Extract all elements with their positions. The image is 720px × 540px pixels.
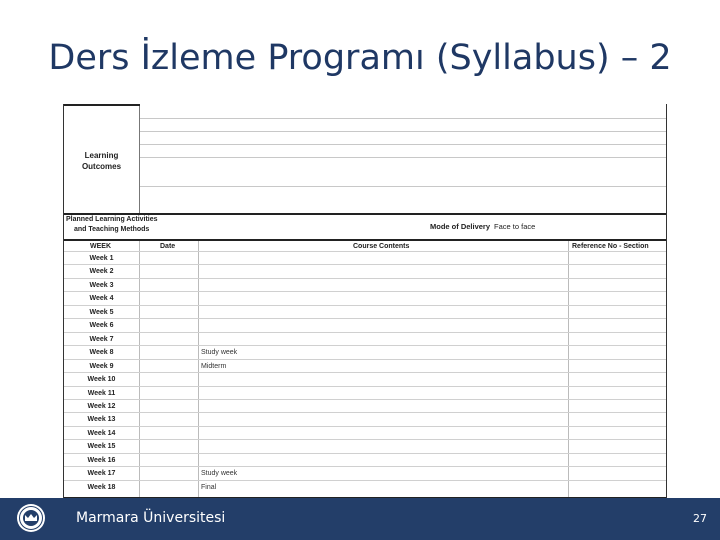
table-row-line (64, 345, 666, 346)
column-divider (568, 241, 569, 497)
week-label: Week 15 (87, 443, 116, 451)
column-header-reference: Reference No - Section (572, 243, 649, 250)
week-label: Week 4 (89, 295, 114, 303)
column-divider (198, 241, 199, 497)
week-label: Week 9 (89, 362, 114, 370)
week-label: Week 13 (87, 416, 116, 424)
week-label: Week 11 (87, 389, 116, 397)
outcome-line (140, 186, 666, 187)
table-row-line (64, 264, 666, 265)
university-seal-icon (16, 503, 46, 533)
learning-outcomes-cell (64, 106, 140, 214)
table-row-line (64, 399, 666, 400)
learning-outcomes-label (64, 150, 139, 172)
learning-outcomes-line-2: Outcomes (81, 162, 122, 171)
mode-of-delivery-label: Mode of Delivery (430, 222, 491, 231)
course-content: Study week (201, 470, 238, 478)
outcome-line (140, 118, 666, 119)
column-divider (139, 241, 140, 497)
table-row-line (64, 480, 666, 481)
table-row-line (64, 359, 666, 360)
week-label: Week 3 (89, 281, 114, 289)
footer-bar (0, 498, 720, 540)
week-label: Week 12 (87, 402, 116, 410)
table-row-line (64, 278, 666, 279)
mode-of-delivery (430, 222, 535, 231)
table-row-line (64, 291, 666, 292)
syllabus-table (63, 104, 667, 498)
planned-activities-line-1: Planned Learning Activities (66, 216, 158, 223)
table-row-line (64, 439, 666, 440)
table-row-line (64, 251, 666, 252)
table-row-line (64, 332, 666, 333)
table-row-line (64, 453, 666, 454)
table-row-line (64, 466, 666, 467)
course-content: Study week (201, 349, 238, 357)
column-header-week: WEEK (90, 243, 111, 250)
week-label: Week 6 (89, 322, 114, 330)
institution-name: Marmara Üniversitesi (76, 510, 226, 526)
header-divider (64, 239, 666, 241)
week-label: Week 16 (87, 456, 116, 464)
column-header-course-contents: Course Contents (353, 243, 410, 250)
week-label: Week 14 (87, 429, 116, 437)
planned-activities-line-2: and Teaching Methods (74, 226, 150, 233)
week-label: Week 10 (87, 376, 116, 384)
table-row-line (64, 412, 666, 413)
table-row-line (64, 305, 666, 306)
learning-outcomes-line-1: Learning (84, 151, 119, 160)
week-label: Week 8 (89, 349, 114, 357)
slide-title: Ders İzleme Programı (Syllabus) – 2 (48, 38, 672, 78)
outcome-line (140, 131, 666, 132)
week-label: Week 17 (87, 470, 116, 478)
table-row-line (64, 318, 666, 319)
week-label: Week 2 (89, 268, 114, 276)
planned-activities-label (66, 215, 158, 235)
week-label: Week 1 (89, 255, 114, 262)
week-label: Week 5 (89, 308, 114, 316)
column-header-date: Date (160, 243, 176, 250)
week-label: Week 18 (87, 483, 116, 491)
table-row-line (64, 386, 666, 387)
mode-of-delivery-value: Face to face (494, 222, 536, 231)
table-row-line (64, 426, 666, 427)
week-label: Week 7 (89, 335, 114, 343)
outcome-line (140, 157, 666, 158)
page-number: 27 (693, 512, 707, 525)
outcome-line (140, 144, 666, 145)
course-content: Midterm (201, 362, 227, 370)
course-content: Final (201, 483, 217, 491)
table-row-line (64, 372, 666, 373)
